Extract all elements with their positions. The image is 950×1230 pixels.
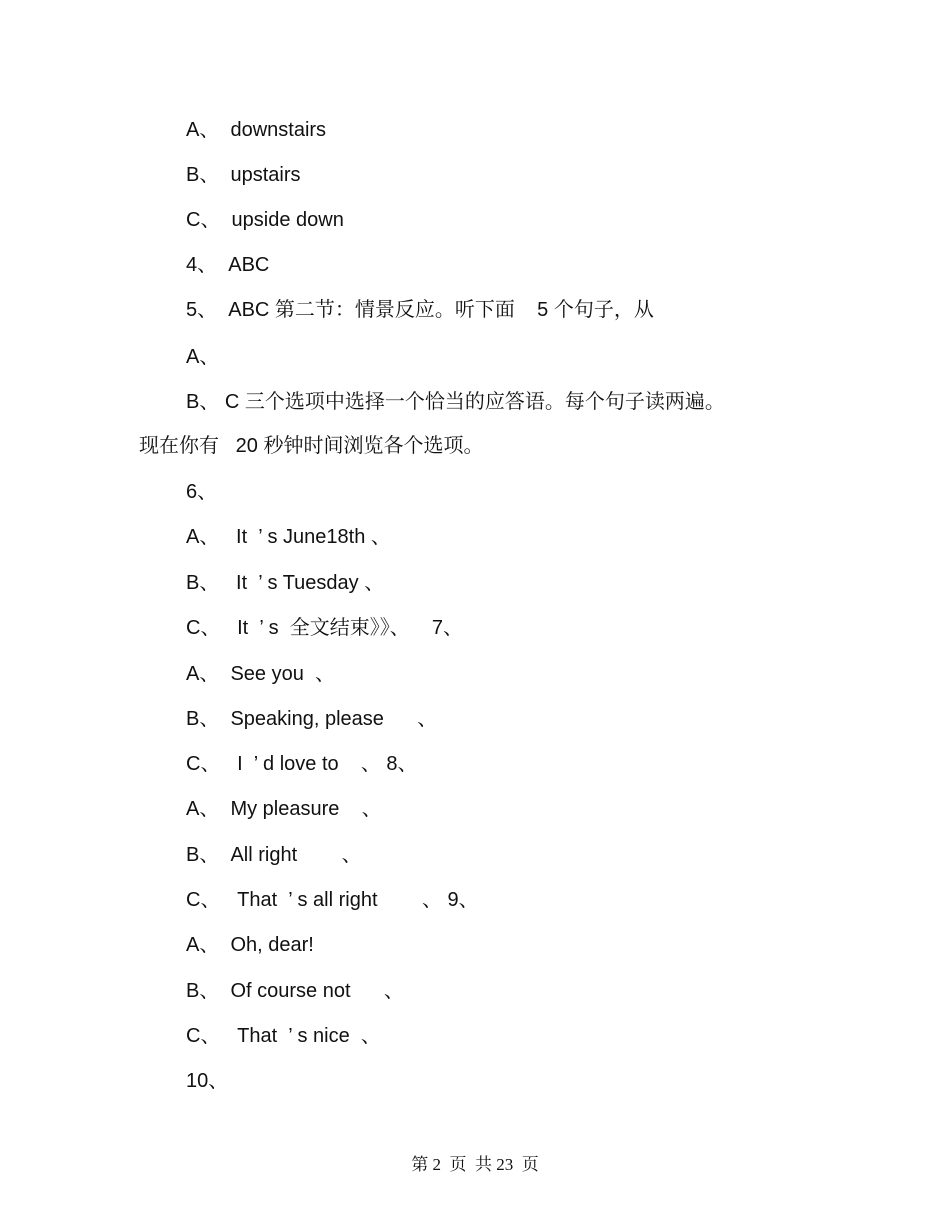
option-b-line: B、 Of course not 、 xyxy=(186,980,404,1002)
option-c-line: C、 That ’ s nice 、 xyxy=(186,1025,381,1047)
option-a-line: A、 It ’ s June18th 、 xyxy=(186,526,391,548)
question-10-line: 10、 xyxy=(186,1070,229,1092)
question-4-line: 4、 ABC xyxy=(186,254,270,276)
option-a-line: A、 Oh, dear! xyxy=(186,934,314,956)
section-instruction-line: B、 C 三个选项中选择一个恰当的应答语。每个句子读两遍。 xyxy=(186,391,725,413)
option-c-line: C、 That ’ s all right 、 9、 xyxy=(186,889,479,911)
question-5-line: 5、 ABC 第二节：情景反应。听下面 5 个句子，从 xyxy=(186,299,654,321)
option-b-line: B、 It ’ s Tuesday 、 xyxy=(186,572,385,594)
section-instruction-continuation: 现在你有 20 秒钟时间浏览各个选项。 xyxy=(139,435,484,457)
option-c-line: C、 upside down xyxy=(186,209,344,231)
option-c-line: C、 I ’ d love to 、 8、 xyxy=(186,753,418,775)
option-a-line: A、 downstairs xyxy=(186,119,327,141)
option-c-line: C、 It ’ s 全文结束》》、 7、 xyxy=(186,617,464,639)
option-a-line: A、 See you 、 xyxy=(186,663,335,685)
page-number-footer: 第 2 页 共 23 页 xyxy=(411,1155,539,1174)
question-6-line: 6、 xyxy=(186,481,218,503)
option-b-line: B、 Speaking, please 、 xyxy=(186,708,438,730)
option-a-line: A、 My pleasure 、 xyxy=(186,798,382,820)
option-a-line: A、 xyxy=(186,346,220,368)
option-b-line: B、 All right 、 xyxy=(186,844,362,866)
option-b-line: B、 upstairs xyxy=(186,164,301,186)
